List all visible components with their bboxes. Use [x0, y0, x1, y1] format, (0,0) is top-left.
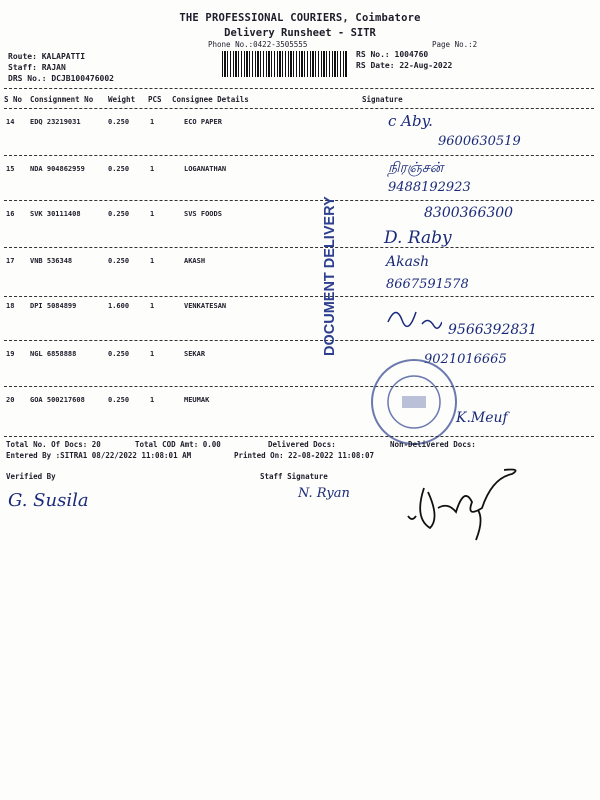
row-signature: Akash	[386, 254, 430, 270]
verified-by-label: Verified By	[6, 472, 56, 481]
company-title: THE PROFESSIONAL COURIERS, Coimbatore	[179, 12, 421, 24]
row-sno: 18	[6, 302, 15, 310]
row-sno: 20	[6, 396, 15, 404]
row-sno: 14	[6, 118, 15, 126]
row-consignee: LOGANATHAN	[184, 165, 227, 173]
divider	[4, 296, 594, 297]
company-seal-icon	[368, 356, 460, 448]
divider	[4, 88, 594, 89]
delivered-docs: Delivered Docs:	[268, 440, 336, 449]
row-phone-handwritten: 9021016665	[424, 352, 507, 367]
col-consignment: Consignment No	[30, 95, 94, 104]
row-phone-handwritten: 9488192923	[388, 180, 471, 195]
row-consignment: NDA 904862959	[30, 165, 85, 173]
verified-signature: G. Susila	[8, 490, 89, 511]
col-signature: Signature	[362, 95, 403, 104]
signature-scribble-icon	[382, 302, 442, 332]
divider	[4, 340, 594, 341]
stamp-text: DOCUMENT DELIVERY	[322, 196, 338, 356]
row-pcs: 1	[150, 210, 155, 218]
row-phone-handwritten: 9566392831	[448, 322, 538, 338]
col-sno: S No	[4, 95, 23, 104]
non-delivered-docs: Non-Delivered Docs:	[390, 440, 476, 449]
row-pcs: 1	[150, 350, 155, 358]
divider	[4, 108, 594, 109]
divider	[4, 200, 594, 201]
row-consignment: SVK 30111408	[30, 210, 81, 218]
staff-label: Staff: RAJAN	[8, 63, 66, 72]
row-weight: 1.600	[108, 302, 130, 310]
total-docs: Total No. Of Docs: 20	[6, 440, 101, 449]
row-pcs: 1	[150, 396, 155, 404]
divider	[4, 386, 594, 387]
col-pcs: PCS	[148, 95, 162, 104]
route-label: Route: KALAPATTI	[8, 52, 86, 61]
col-weight: Weight	[108, 95, 136, 104]
row-weight: 0.250	[108, 350, 130, 358]
row-pcs: 1	[150, 257, 155, 265]
row-consignment: DPI 5084899	[30, 302, 77, 310]
drs-number: DRS No.: DCJB100476002	[8, 74, 114, 83]
row-consignment: VNB 536348	[30, 257, 73, 265]
row-consignee: AKASH	[184, 257, 206, 265]
divider	[4, 247, 594, 248]
row-consignment: GOA 500217608	[30, 396, 85, 404]
row-sno: 15	[6, 165, 15, 173]
row-phone-handwritten: 8667591578	[386, 277, 469, 292]
page-number: Page No.:2	[432, 40, 478, 49]
staff-signature-label: Staff Signature	[260, 472, 328, 481]
row-signature: D. Raby	[384, 228, 452, 248]
row-phone-handwritten: 9600630519	[438, 134, 521, 149]
row-sno: 17	[6, 257, 15, 265]
divider	[4, 436, 594, 437]
row-pcs: 1	[150, 118, 155, 126]
row-weight: 0.250	[108, 210, 130, 218]
total-cod: Total COD Amt: 0.00	[135, 440, 221, 449]
row-consignee: SEKAR	[184, 350, 206, 358]
row-pcs: 1	[150, 165, 155, 173]
row-weight: 0.250	[108, 396, 130, 404]
row-consignment: NGL 6858888	[30, 350, 77, 358]
barcode-icon	[222, 51, 348, 77]
row-consignee: SVS FOODS	[184, 210, 222, 218]
staff-signature: N. Ryan	[298, 486, 350, 501]
row-pcs: 1	[150, 302, 155, 310]
rs-date: RS Date: 22-Aug-2022	[356, 61, 453, 70]
row-signature: K.Meuf	[456, 410, 508, 426]
rs-number: RS No.: 1004760	[356, 50, 429, 59]
row-sno: 19	[6, 350, 15, 358]
row-weight: 0.250	[108, 118, 130, 126]
row-weight: 0.250	[108, 257, 130, 265]
row-signature: c Aby.	[388, 112, 433, 130]
row-weight: 0.250	[108, 165, 130, 173]
phone-number: Phone No.:0422-3505555	[208, 40, 308, 49]
authorized-signature-icon	[398, 450, 528, 550]
row-consignee: ECO PAPER	[184, 118, 222, 126]
row-phone-handwritten: 8300366300	[424, 205, 514, 221]
entered-by: Entered By :SITRA1 08/22/2022 11:08:01 AM	[6, 451, 192, 460]
document-delivery-stamp	[312, 186, 342, 358]
row-sno: 16	[6, 210, 15, 218]
col-consignee: Consignee Details	[172, 95, 249, 104]
document-subtitle: Delivery Runsheet - SITR	[224, 27, 376, 39]
divider	[4, 155, 594, 156]
row-consignee: MEUMAK	[184, 396, 210, 404]
row-signature: நிரஞ்சன்	[388, 160, 444, 176]
row-consignment: EDQ 23219031	[30, 118, 81, 126]
row-consignee: VENKATESAN	[184, 302, 227, 310]
printed-on: Printed On: 22-08-2022 11:08:07	[234, 451, 374, 460]
